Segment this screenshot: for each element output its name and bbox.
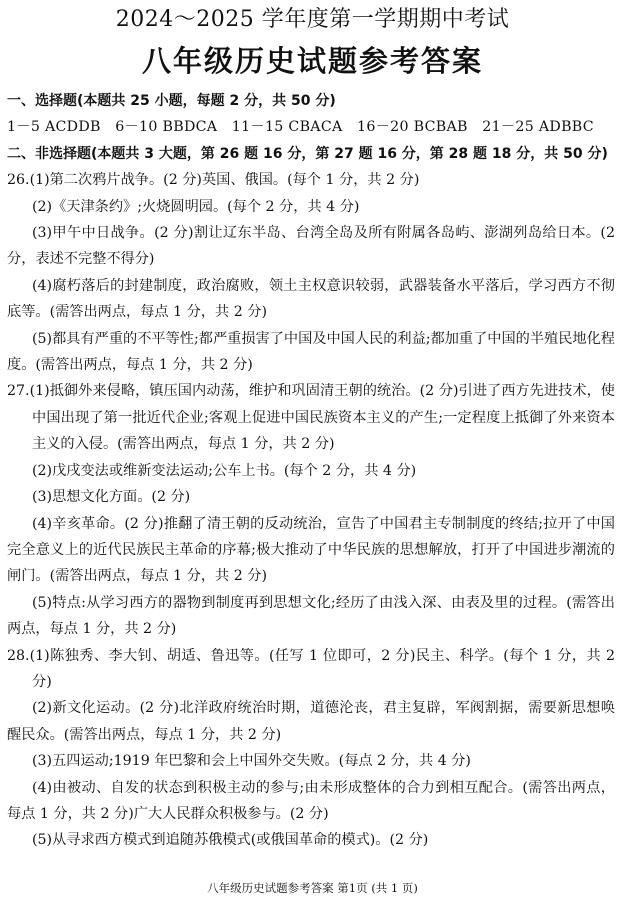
q27-part3: (3)思想文化方面。(2 分) bbox=[32, 489, 191, 506]
q26-part4: (4)腐朽落后的封建制度，政治腐败，领土主权意识较弱，武器装备水平落后，学习西方不彻底等。(需答出两点，每点 1 分，共 2 分) bbox=[7, 277, 615, 321]
q28-part5: (5)从寻求西方模式到追随苏俄模式(或俄国革命的模式)。(2 分) bbox=[32, 832, 429, 849]
q28-part4: (4)由被动、自发的状态到积极主动的参与;由未形成整体的合力到相互配合。(需答出两点，每点 1 分，共 2 分)广大人民群众积极参与。(2 分) bbox=[7, 779, 615, 822]
q27-part4: (4)辛亥革命。(2 分)推翻了清王朝的反动统治，宣告了中国君主专制制度的终结;拉开了中国完全意义上的近代民族民主革命的序幕;极大推动了中华民族的思想解放，打开了中国进步潮流的闸门。(需答出两点，每点 1 分，共 2 分) bbox=[7, 515, 615, 585]
q28-part1: 28.(1)陈独秀、李大钊、胡适、鲁迅等。(任写 1 位即可，2 分)民主、科学。(每个 1 分，共 2 分) bbox=[7, 647, 615, 690]
section2-heading: 二、非选择题(本题共 3 大题，第 26 题 16 分，第 27 题 16 分，第 28 题 18 分，共 50 分) bbox=[7, 145, 608, 162]
q26-part5: (5)都具有严重的不平等性;都严重损害了中国及中国人民的利益;都加重了中国的半殖民地化程度。(需答出两点，每点 1 分，共 2 分) bbox=[7, 330, 615, 374]
q26-part3: (3)甲午中日战争。(2 分)割让辽东半岛、台湾全岛及所有附属各岛屿、澎湖列岛给日本。(2 分，表述不完整不得分) bbox=[7, 225, 615, 268]
q27-part1: 27.(1)抵御外来侵略，镇压国内动荡，维护和巩固清王朝的统治。(2 分)引进了西方先进技术，使中国出现了第一批近代企业;客观上促进中国民族资本主义的产生;一定程度上抵御了外来资本主义的入侵。(需答出两点，每点 1 分，共 2 分) bbox=[7, 383, 615, 453]
q28-part2: (2)新文化运动。(2 分)北洋政府统治时期，道德沦丧，君主复辟，军阀割据，需要新思想唤醒民众。(需答出两点，每点 1 分，共 2 分) bbox=[7, 700, 615, 743]
q27-part2: (2)戊戌变法或维新变法运动;公车上书。(每个 2 分，共 4 分) bbox=[32, 462, 417, 479]
document-title: 八年级历史试题参考答案 bbox=[141, 44, 483, 78]
exam-title: 2024～2025 学年度第一学期期中考试 bbox=[115, 7, 510, 32]
page-footer: 八年级历史试题参考答案 第1页 (共 1 页) bbox=[207, 881, 418, 895]
q26-part1: 26.(1)第二次鸦片战争。(2 分)英国、俄国。(每个 1 分，共 2 分) bbox=[7, 172, 420, 189]
multiple-choice-answers: 1－5 ACDDB 6－10 BBDCA 11－15 CBACA 16－20 BCBAB 21－25 ADBBC bbox=[7, 119, 594, 136]
q27-part5: (5)特点:从学习西方的器物到制度再到思想文化;经历了由浅入深、由表及里的过程。(需答出两点，每点 1 分，共 2 分) bbox=[7, 594, 615, 638]
section1-heading: 一、选择题(本题共 25 小题，每题 2 分，共 50 分) bbox=[7, 93, 336, 109]
q26-part2: (2)《天津条约》;火烧圆明园。(每个 2 分，共 4 分) bbox=[32, 198, 360, 215]
q28-part3: (3)五四运动;1919 年巴黎和会上中国外交失败。(每点 2 分，共 4 分) bbox=[32, 753, 471, 770]
answer-content bbox=[7, 88, 615, 854]
